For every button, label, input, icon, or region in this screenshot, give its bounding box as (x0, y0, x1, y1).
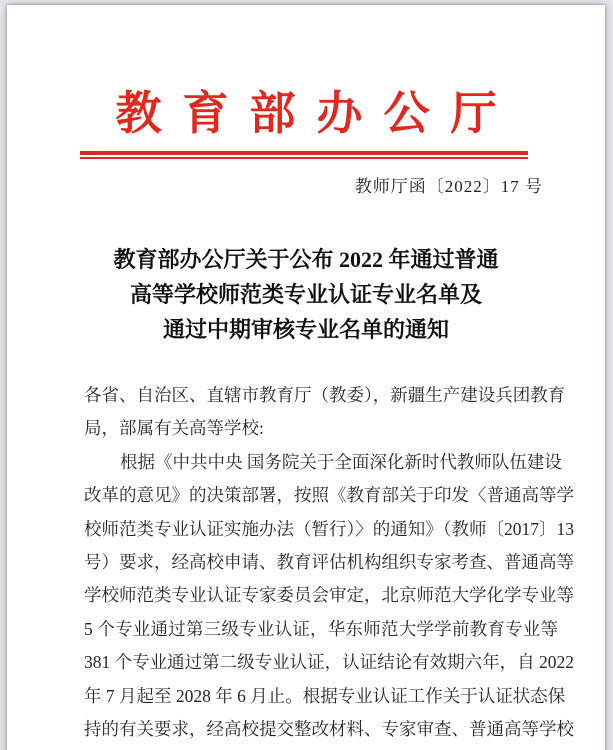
body-line: 学校师范类专业认证专家委员会审定，北京师范大学化学专业等 (84, 585, 574, 606)
document-title (7, 242, 605, 347)
body-line: 根据《中共中央 国务院关于全面深化新时代教师队伍建设 (120, 451, 562, 472)
body-line: 号）要求，经高校申请、教育评估机构组织专家考查、普通高等 (84, 551, 574, 572)
letterhead-org-name: 教育部办公厅 (115, 88, 518, 139)
document-page (7, 5, 605, 750)
document-number: 教师厅函〔2022〕17 号 (354, 177, 543, 196)
document-title-line: 通过中期审核专业名单的通知 (162, 317, 449, 342)
body-line: 年 7 月起至 2028 年 6 月止。根据专业认证工作关于认证状态保 (84, 685, 566, 706)
letterhead-rule-thick (80, 151, 528, 155)
document-title-line: 高等学校师范类专业认证专业名单及 (129, 282, 482, 307)
body-line: 校师范类专业认证实施办法（暂行）〉的通知》（教师〔2017〕13 (84, 518, 574, 539)
body-line: 5 个专业通过第三级专业认证，华东师范大学学前教育专业等 (84, 618, 558, 639)
body-line: 持的有关要求，经高校提交整改材料、专家审查、普通高等学校 (84, 718, 574, 739)
body-line: 各省、自治区、直辖市教育厅（教委），新疆生产建设兵团教育 (84, 385, 566, 405)
letterhead-double-rule (80, 151, 528, 159)
body-line: 381 个专业通过第二级专业认证，认证结论有效期六年，自 2022 (84, 652, 574, 673)
letterhead-rule-thin (80, 157, 528, 159)
body-line: 改革的意见》的决策部署，按照《教育部关于印发〈普通高等学 (84, 485, 574, 506)
document-title-line: 教育部办公厅关于公布 2022 年通过普通 (113, 247, 499, 272)
document-body (84, 379, 574, 746)
body-line: 局，部属有关高等学校: (84, 418, 264, 439)
